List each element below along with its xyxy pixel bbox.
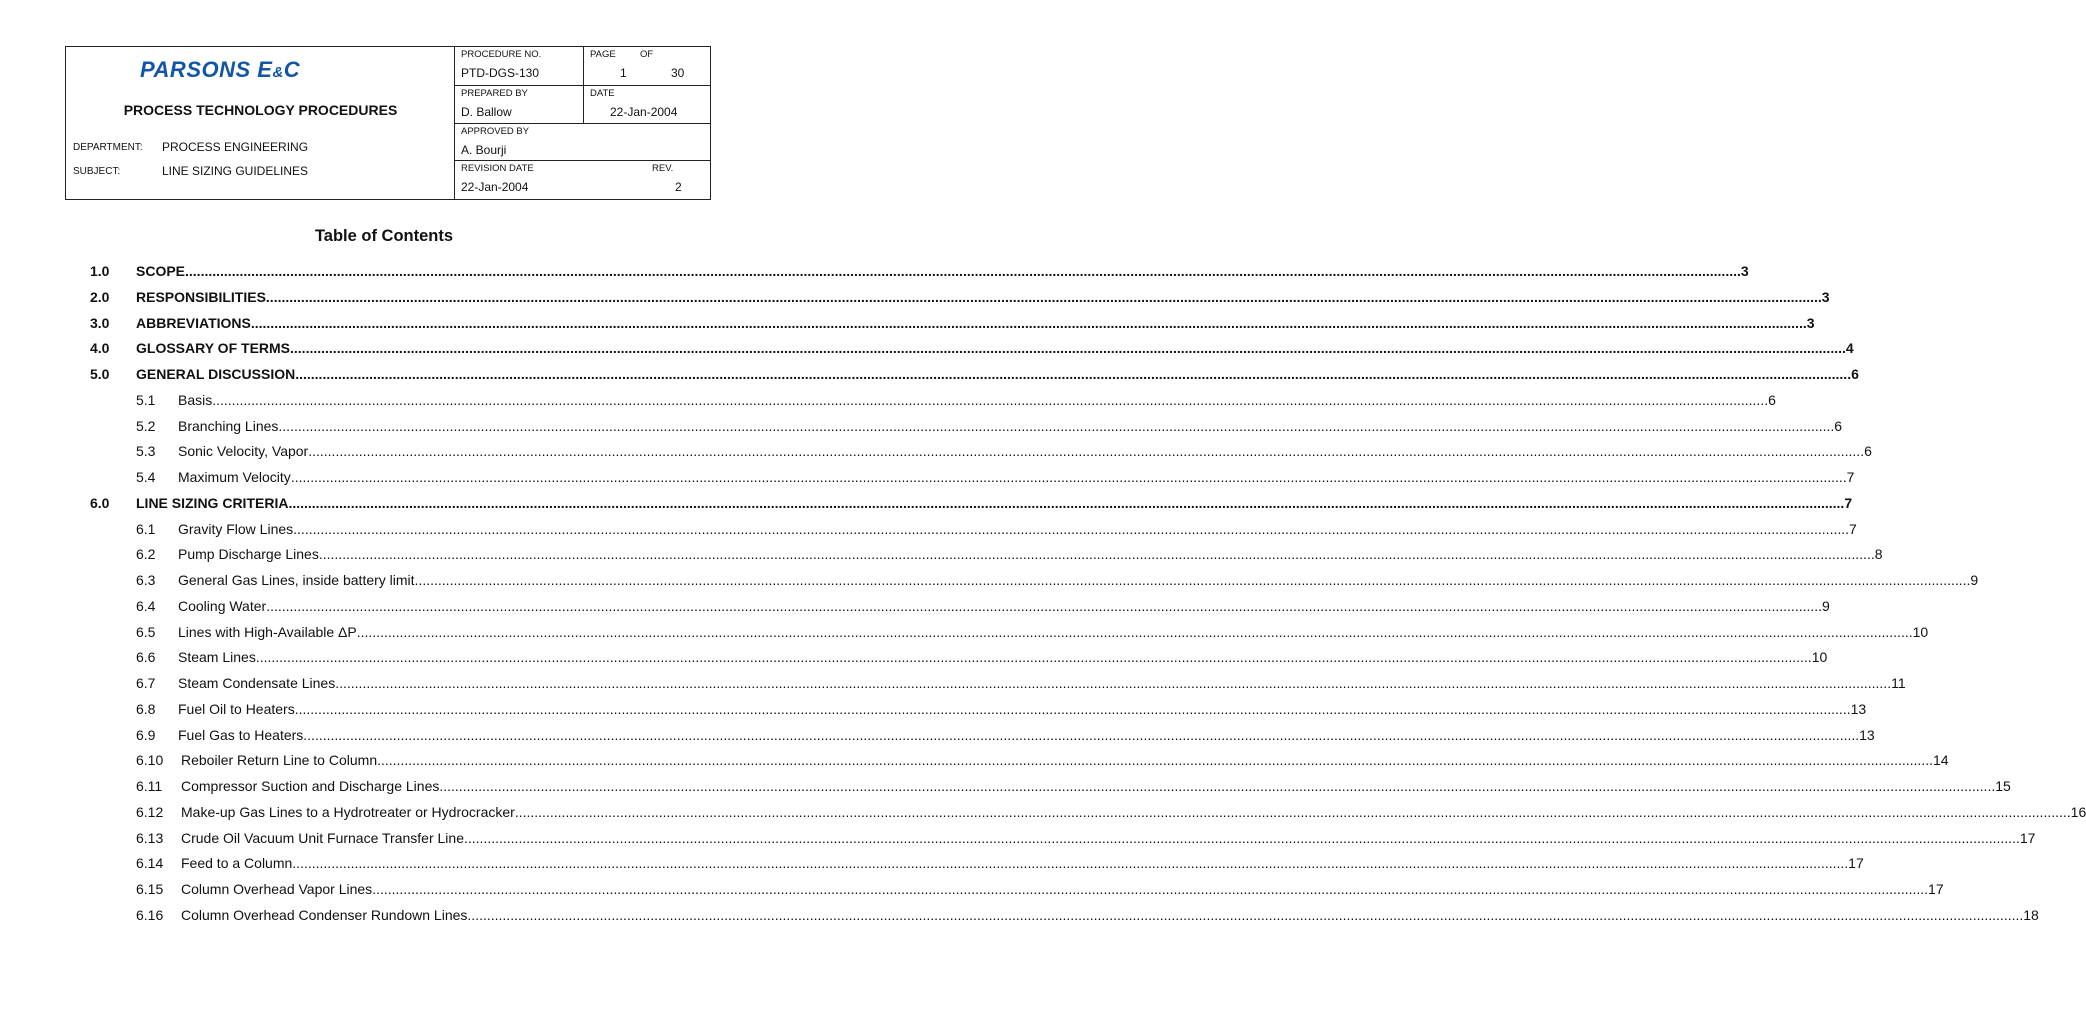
- toc-entry[interactable]: [90, 340, 1854, 360]
- toc-entry-number: 6.14: [136, 855, 164, 872]
- toc-dot-leader: ................................................................................................................................................................................................................................................................................................................................................................................................................: [303, 726, 1860, 743]
- subject-value: LINE SIZING GUIDELINES: [162, 164, 309, 178]
- toc-dot-leader: ................................................................................................................................................................................................................................................................................................................................................................................................................: [294, 700, 1851, 717]
- toc-entry-number: 6.13: [136, 829, 164, 846]
- header-right-panel: [455, 47, 710, 199]
- toc-entry[interactable]: [136, 700, 1867, 721]
- toc-entry[interactable]: [136, 572, 1979, 592]
- toc-entry-title: Cooling Water: [178, 597, 267, 614]
- date-label: DATE: [590, 88, 615, 99]
- toc-entry[interactable]: [90, 288, 1830, 309]
- toc-dot-leader: ................................................................................................................................................................................................................................................................................................................................................................................................................: [265, 288, 1822, 305]
- toc-dot-leader: ................................................................................................................................................................................................................................................................................................................................................................................................................: [293, 520, 1850, 537]
- toc-entry[interactable]: [90, 366, 1859, 386]
- toc-entry-title: GENERAL DISCUSSION: [136, 366, 296, 382]
- toc-entry[interactable]: [136, 752, 1949, 772]
- toc-entry-title: Fuel Oil to Heaters: [178, 700, 295, 717]
- toc-entry-number: 6.11: [136, 778, 163, 794]
- toc-entry-number: 6.2: [136, 546, 156, 563]
- toc-entry[interactable]: [90, 494, 1853, 515]
- toc-entry-title: SCOPE: [136, 263, 186, 279]
- toc-entry[interactable]: [136, 417, 1843, 438]
- toc-dot-leader: ................................................................................................................................................................................................................................................................................................................................................................................................................: [266, 597, 1823, 614]
- toc-entry[interactable]: [136, 881, 1944, 901]
- toc-entry-page: 9: [1822, 597, 1830, 614]
- department-value: PROCESS ENGINEERING: [162, 140, 309, 154]
- toc-entry-title: Column Overhead Condenser Rundown Lines: [181, 906, 468, 923]
- toc-entry-page: 18: [2023, 906, 2039, 923]
- revision-row: [455, 161, 710, 199]
- rev-value: 2: [675, 180, 682, 194]
- toc-entry-page: 6: [1864, 443, 1872, 460]
- header-left-panel: [66, 47, 455, 199]
- cell-divider: [583, 86, 584, 124]
- subject-label: SUBJECT:: [73, 166, 121, 177]
- of-label: OF: [640, 49, 654, 60]
- toc-dot-leader: ................................................................................................................................................................................................................................................................................................................................................................................................................: [185, 263, 1741, 279]
- toc-entry-page: 3: [1740, 263, 1749, 279]
- toc-entry-title: Steam Lines: [178, 649, 256, 666]
- toc-entry-number: 6.8: [136, 700, 156, 717]
- toc-entry-number: 6.5: [136, 623, 156, 640]
- toc-entry-title: Reboiler Return Line to Column: [181, 752, 378, 769]
- toc-entry-title: Gravity Flow Lines: [178, 520, 294, 537]
- toc-entry-title: GLOSSARY OF TERMS: [136, 340, 291, 357]
- toc-entry-page: 3: [1821, 288, 1830, 305]
- page-label: PAGE: [590, 49, 616, 60]
- toc-entry-page: 15: [1995, 778, 2011, 794]
- prepared-by-label: PREPARED BY: [461, 88, 528, 99]
- toc-entry-page: 6: [1768, 391, 1776, 408]
- toc-entry-title: Maximum Velocity: [178, 469, 291, 485]
- toc-entry[interactable]: [136, 778, 2011, 798]
- toc-entry-title: Fuel Gas to Heaters: [178, 726, 304, 743]
- toc-entry-page: 16: [2070, 803, 2086, 820]
- toc-entry-title: Branching Lines: [178, 417, 279, 434]
- toc-entry-page: 3: [1806, 314, 1815, 331]
- toc-dot-leader: ................................................................................................................................................................................................................................................................................................................................................................................................................: [439, 778, 1996, 794]
- rev-label: REV.: [652, 163, 674, 174]
- toc-entry[interactable]: [90, 314, 1815, 335]
- logo-tail-text: C: [283, 57, 301, 82]
- toc-entry[interactable]: [136, 829, 2036, 850]
- revision-date-label: REVISION DATE: [461, 163, 534, 174]
- toc-entry[interactable]: [136, 391, 1776, 412]
- toc-entry-page: 7: [1844, 494, 1853, 511]
- toc-entry-number: 1.0: [90, 263, 110, 279]
- toc-entry[interactable]: [136, 726, 1875, 747]
- toc-entry[interactable]: [136, 675, 1906, 695]
- toc-entry-title: Column Overhead Vapor Lines: [181, 881, 373, 897]
- toc-entry-number: 6.16: [136, 906, 164, 923]
- toc-dot-leader: ................................................................................................................................................................................................................................................................................................................................................................................................................: [212, 391, 1769, 408]
- toc-dot-leader: ................................................................................................................................................................................................................................................................................................................................................................................................................: [295, 366, 1852, 382]
- toc-entry-page: 11: [1891, 675, 1906, 691]
- logo-amp-text: &: [272, 64, 284, 81]
- document-series-title: PROCESS TECHNOLOGY PROCEDURES: [123, 102, 398, 118]
- toc-entry-title: General Gas Lines, inside battery limit: [178, 572, 415, 588]
- page-value: 1: [620, 66, 627, 80]
- toc-entry-page: 4: [1845, 340, 1854, 357]
- toc-entry-title: Compressor Suction and Discharge Lines: [181, 778, 440, 794]
- toc-entry-number: 5.2: [136, 417, 156, 434]
- procedure-no-value: PTD-DGS-130: [461, 66, 540, 80]
- toc-entry-page: 14: [1932, 752, 1949, 769]
- procedure-row: [455, 47, 710, 86]
- toc-title: Table of Contents: [314, 227, 454, 245]
- toc-entry-page: 17: [1928, 881, 1944, 897]
- toc-dot-leader: ................................................................................................................................................................................................................................................................................................................................................................................................................: [290, 469, 1847, 485]
- toc-entry-title: Steam Condensate Lines: [178, 675, 336, 691]
- toc-entry-number: 6.9: [136, 726, 156, 743]
- toc-entry-number: 6.7: [136, 675, 156, 691]
- toc-entry-page: 7: [1846, 469, 1855, 485]
- toc-entry-title: Make-up Gas Lines to a Hydrotreater or Hydrocracker: [181, 803, 515, 820]
- toc-entry-number: 6.10: [136, 752, 164, 769]
- cell-divider: [583, 47, 584, 86]
- toc-entry-page: 6: [1834, 417, 1843, 434]
- toc-entry-number: 5.3: [136, 443, 156, 460]
- toc-entry-number: 6.6: [136, 649, 156, 666]
- toc-entry-number: 6.12: [136, 803, 164, 820]
- toc-entry-page: 9: [1970, 572, 1979, 588]
- toc-entry-title: Crude Oil Vacuum Unit Furnace Transfer Line: [181, 829, 464, 846]
- toc-entry-title: RESPONSIBILITIES: [136, 288, 266, 305]
- toc-entry-page: 10: [1912, 623, 1929, 640]
- toc-entry-title: ABBREVIATIONS: [136, 314, 251, 331]
- toc-entry-number: 4.0: [90, 340, 110, 357]
- of-value: 30: [671, 66, 685, 80]
- toc-dot-leader: ................................................................................................................................................................................................................................................................................................................................................................................................................: [372, 881, 1929, 897]
- document-header: [65, 46, 711, 200]
- toc-entry-page: 17: [1848, 855, 1864, 872]
- toc-entry-title: LINE SIZING CRITERIA: [136, 494, 289, 511]
- toc-entry-number: 2.0: [90, 288, 110, 305]
- toc-entry[interactable]: [136, 443, 1872, 463]
- prepared-by-value: D. Ballow: [461, 105, 512, 119]
- toc-entry-page: 13: [1850, 700, 1867, 717]
- toc-entry-number: 3.0: [90, 314, 110, 331]
- prepared-row: [455, 86, 710, 124]
- approved-row: [455, 124, 710, 161]
- toc-dot-leader: ................................................................................................................................................................................................................................................................................................................................................................................................................: [414, 572, 1971, 588]
- toc-entry[interactable]: [136, 623, 1929, 644]
- toc-entry-number: 6.0: [90, 494, 110, 511]
- toc-dot-leader: ................................................................................................................................................................................................................................................................................................................................................................................................................: [335, 675, 1892, 691]
- toc-entry-number: 5.4: [136, 469, 156, 485]
- toc-dot-leader: ................................................................................................................................................................................................................................................................................................................................................................................................................: [377, 752, 1933, 769]
- toc-entry-number: 6.4: [136, 597, 156, 614]
- date-value: 22-Jan-2004: [610, 105, 678, 119]
- toc-entry[interactable]: [136, 906, 2039, 927]
- toc-dot-leader: ................................................................................................................................................................................................................................................................................................................................................................................................................: [356, 623, 1913, 640]
- toc-dot-leader: ................................................................................................................................................................................................................................................................................................................................................................................................................: [290, 340, 1846, 357]
- toc-entry[interactable]: [136, 546, 1883, 566]
- approved-by-value: A. Bourji: [461, 143, 507, 157]
- toc-dot-leader: ................................................................................................................................................................................................................................................................................................................................................................................................................: [255, 649, 1812, 666]
- toc-entry[interactable]: [90, 263, 1749, 283]
- toc-dot-leader: ................................................................................................................................................................................................................................................................................................................................................................................................................: [308, 443, 1865, 460]
- toc-entry-title: Sonic Velocity, Vapor: [178, 443, 309, 460]
- toc-entry-number: 6.15: [136, 881, 164, 897]
- revision-date-value: 22-Jan-2004: [461, 180, 529, 194]
- toc-dot-leader: ................................................................................................................................................................................................................................................................................................................................................................................................................: [288, 494, 1845, 511]
- logo-main-text: PARSONS E: [140, 57, 273, 82]
- toc-entry[interactable]: [136, 520, 1857, 541]
- toc-dot-leader: ................................................................................................................................................................................................................................................................................................................................................................................................................: [467, 906, 2024, 923]
- toc-dot-leader: ................................................................................................................................................................................................................................................................................................................................................................................................................: [463, 829, 2020, 846]
- toc-entry[interactable]: [136, 803, 2086, 824]
- toc-entry-page: 13: [1859, 726, 1875, 743]
- approved-by-label: APPROVED BY: [461, 126, 530, 137]
- toc-entry-number: 6.1: [136, 520, 156, 537]
- toc-dot-leader: ................................................................................................................................................................................................................................................................................................................................................................................................................: [318, 546, 1875, 563]
- toc-dot-leader: ................................................................................................................................................................................................................................................................................................................................................................................................................: [292, 855, 1849, 872]
- toc-entry-number: 5.1: [136, 391, 156, 408]
- procedure-no-label: PROCEDURE NO.: [461, 49, 542, 60]
- toc-dot-leader: ................................................................................................................................................................................................................................................................................................................................................................................................................: [278, 417, 1835, 434]
- toc-entry[interactable]: [136, 649, 1828, 669]
- toc-entry-title: Lines with High-Available ΔP: [178, 623, 357, 640]
- toc-entry[interactable]: [136, 855, 1864, 875]
- toc-entry[interactable]: [136, 597, 1830, 618]
- toc-entry[interactable]: [136, 469, 1855, 489]
- toc-entry-title: Pump Discharge Lines: [178, 546, 319, 563]
- company-logo: [140, 57, 300, 83]
- toc-entry-page: 17: [2019, 829, 2036, 846]
- toc-entry-page: 7: [1849, 520, 1857, 537]
- toc-dot-leader: ................................................................................................................................................................................................................................................................................................................................................................................................................: [250, 314, 1807, 331]
- toc-entry-page: 8: [1874, 546, 1883, 563]
- toc-entry-page: 10: [1811, 649, 1828, 666]
- toc-entry-number: 5.0: [90, 366, 110, 382]
- department-label: DEPARTMENT:: [73, 142, 143, 153]
- toc-entry-number: 6.3: [136, 572, 156, 588]
- toc-entry-title: Feed to a Column: [181, 855, 293, 872]
- toc-entry-page: 6: [1851, 366, 1859, 382]
- toc-dot-leader: ................................................................................................................................................................................................................................................................................................................................................................................................................: [514, 803, 2071, 820]
- toc-entry-title: Basis: [178, 391, 213, 408]
